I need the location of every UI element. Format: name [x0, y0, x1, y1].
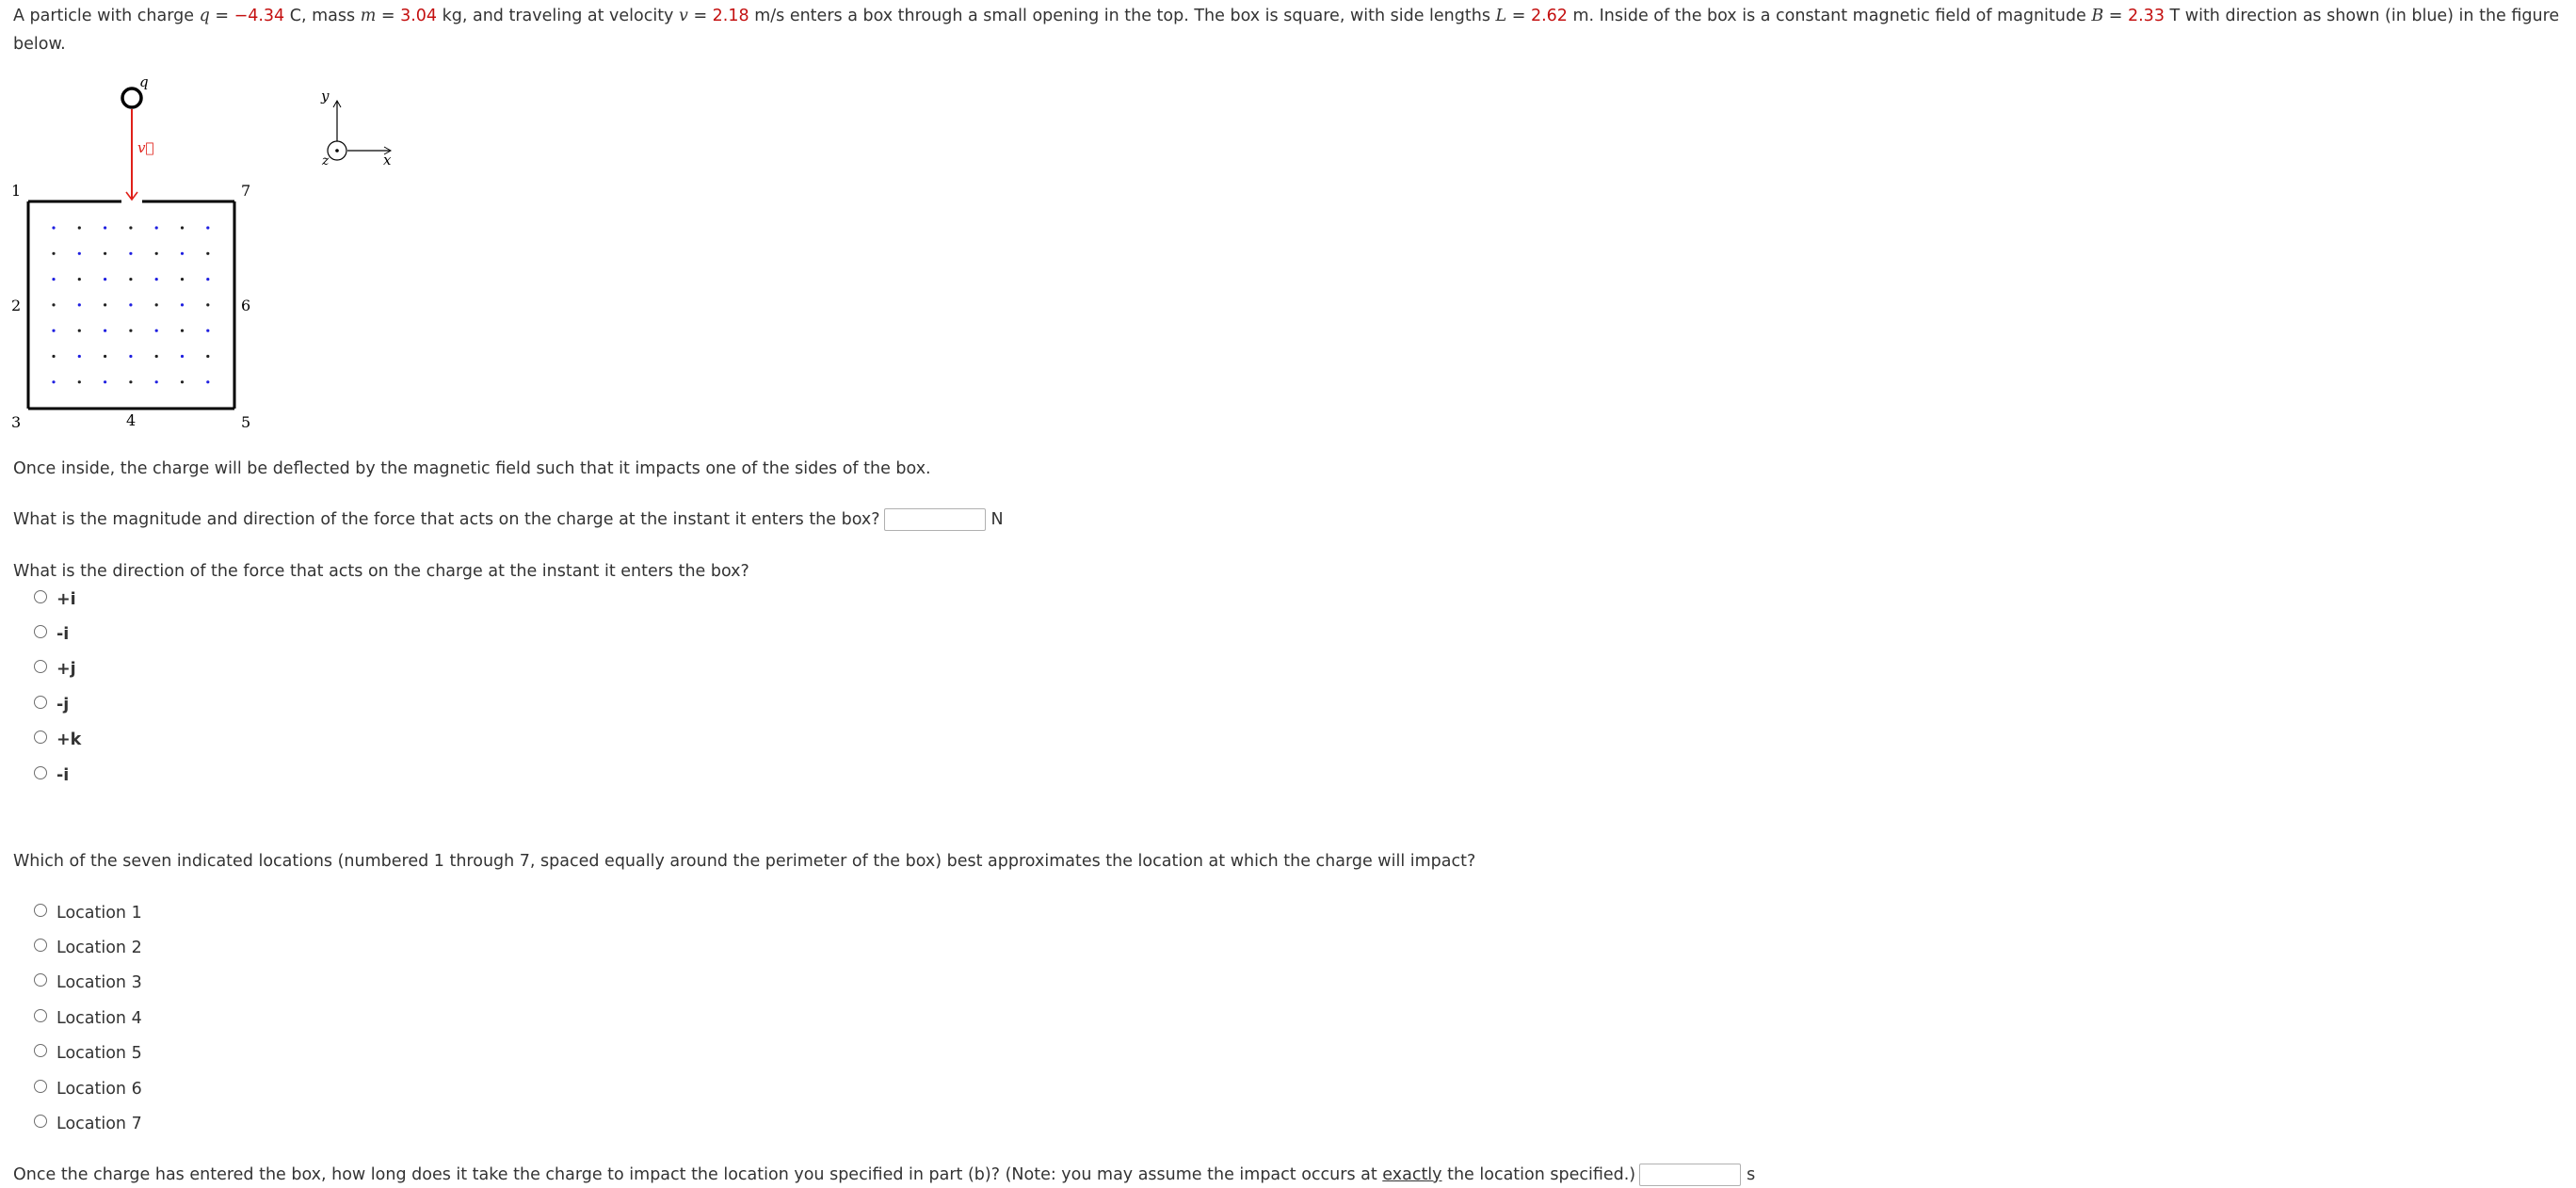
coordinate-axes	[328, 101, 391, 160]
location-label-4: 4	[126, 411, 137, 429]
field-dot	[129, 355, 132, 358]
option-label: -j	[56, 695, 70, 714]
charge-symbol: q	[199, 7, 210, 25]
location-label-1: 1	[11, 182, 22, 200]
field-dot	[52, 278, 55, 281]
direction-option-minus-j[interactable]	[34, 687, 81, 722]
intro-text-5: m. Inside of the box is a constant magnetic field of magnitude	[1567, 7, 2092, 25]
option-label: Location 6	[56, 1079, 142, 1099]
radio-button[interactable]	[34, 904, 47, 917]
question-impact-time-text-b: the location specified.)	[1441, 1165, 1636, 1184]
velocity-symbol: v	[678, 7, 688, 25]
field-dot	[181, 252, 184, 255]
field-dot	[52, 380, 55, 383]
location-option-5[interactable]	[34, 1036, 142, 1071]
deflection-statement: Once inside, the charge will be deflected by the magnetic field such that it impacts one of the sides of the box.	[13, 459, 931, 478]
field-dot	[206, 355, 209, 358]
equals: =	[1506, 7, 1531, 25]
option-label: Location 4	[56, 1008, 142, 1028]
field-symbol: B	[2091, 7, 2104, 25]
field-dot	[155, 329, 158, 332]
velocity-value: 2.18	[712, 7, 749, 25]
impact-location-options	[34, 895, 142, 1142]
radio-button[interactable]	[34, 973, 47, 987]
field-dot	[181, 329, 184, 332]
radio-button[interactable]	[34, 1044, 47, 1057]
field-dot	[129, 226, 132, 229]
field-dot	[181, 355, 184, 358]
force-unit: N	[990, 510, 1004, 529]
field-dot	[155, 303, 158, 306]
location-label-6: 6	[241, 297, 251, 314]
location-option-3[interactable]	[34, 966, 142, 1001]
option-label: -i	[56, 765, 70, 785]
location-label-3: 3	[11, 413, 22, 431]
charge-label: q	[139, 73, 149, 90]
location-label-5: 5	[241, 413, 251, 431]
field-dot	[181, 380, 184, 383]
radio-button[interactable]	[34, 660, 47, 673]
direction-option-plus-k[interactable]	[34, 723, 81, 758]
field-dot	[155, 252, 158, 255]
direction-option-minus-i[interactable]	[34, 617, 81, 651]
field-dot	[104, 355, 106, 358]
intro-text-2: C, mass	[284, 7, 361, 25]
field-dot	[129, 303, 132, 306]
field-dot	[129, 380, 132, 383]
field-dot	[206, 380, 209, 383]
charge-circle	[122, 88, 141, 107]
field-dot	[181, 303, 184, 306]
axis-z-label: z	[322, 153, 330, 169]
field-dot	[206, 329, 209, 332]
field-dot	[206, 303, 209, 306]
field-dot	[155, 355, 158, 358]
field-dot	[78, 303, 81, 306]
radio-button[interactable]	[34, 1080, 47, 1093]
option-label: +j	[56, 660, 76, 680]
radio-button[interactable]	[34, 625, 47, 638]
radio-button[interactable]	[34, 590, 47, 603]
time-unit: s	[1747, 1165, 1756, 1184]
intro-text-6: T with direction as shown (in blue) in the figure below.	[13, 7, 2560, 54]
field-dot	[52, 303, 55, 306]
field-dot	[206, 278, 209, 281]
mass-symbol: m	[360, 7, 377, 25]
field-dot	[104, 329, 106, 332]
field-dot	[104, 303, 106, 306]
option-label: +k	[56, 730, 82, 750]
location-option-2[interactable]	[34, 930, 142, 965]
question-force-direction-text: What is the direction of the force that acts on the charge at the instant it enters the box?	[13, 562, 749, 581]
equals: =	[2103, 7, 2128, 25]
direction-option-plus-i[interactable]	[34, 582, 81, 617]
question-impact-time	[13, 1164, 1755, 1186]
equals: =	[687, 7, 713, 25]
field-dot	[78, 226, 81, 229]
box-diagram	[0, 68, 452, 444]
field-dot	[78, 252, 81, 255]
option-label: Location 1	[56, 903, 142, 923]
option-label: -i	[56, 625, 70, 645]
field-dot	[206, 226, 209, 229]
question-impact-time-emphasis: exactly	[1382, 1165, 1442, 1184]
option-label: Location 3	[56, 973, 142, 993]
radio-button[interactable]	[34, 766, 47, 779]
location-label-7: 7	[241, 182, 251, 200]
velocity-arrow	[126, 109, 137, 200]
location-label-2: 2	[11, 297, 22, 314]
field-dot	[52, 329, 55, 332]
field-dot	[78, 278, 81, 281]
question-impact-location-text: Which of the seven indicated locations (numbered 1 through 7, spaced equally around the perimeter of the box) best approximates the location at which the charge will impact?	[13, 852, 1476, 871]
option-label: +i	[56, 589, 76, 609]
equals: =	[376, 7, 401, 25]
problem-figure	[0, 68, 452, 444]
field-dot	[78, 355, 81, 358]
mass-value: 3.04	[400, 7, 438, 25]
radio-button[interactable]	[34, 939, 47, 952]
option-label: Location 5	[56, 1044, 142, 1064]
field-dot	[52, 252, 55, 255]
field-dot	[129, 252, 132, 255]
field-dot	[78, 329, 81, 332]
length-symbol: L	[1495, 7, 1507, 25]
location-option-1[interactable]	[34, 895, 142, 930]
option-label: Location 2	[56, 939, 142, 958]
location-option-7[interactable]	[34, 1106, 142, 1141]
axis-y-label: y	[321, 88, 330, 104]
radio-button[interactable]	[34, 1115, 47, 1128]
question-impact-time-text-a: Once the charge has entered the box, how long does it take the charge to impact the location you specified in part (b)? (Note: you may assume the impact occurs at	[13, 1165, 1383, 1184]
problem-statement	[13, 2, 2561, 58]
field-dot	[104, 278, 106, 281]
magnetic-field-dots	[52, 226, 209, 383]
field-dot	[206, 252, 209, 255]
length-value: 2.62	[1530, 7, 1568, 25]
radio-button[interactable]	[34, 1009, 47, 1022]
force-magnitude-input[interactable]	[884, 508, 986, 531]
equals: =	[209, 7, 234, 25]
intro-text-3: kg, and traveling at velocity	[437, 7, 679, 25]
field-dot	[181, 278, 184, 281]
impact-time-input[interactable]	[1639, 1164, 1741, 1186]
radio-button[interactable]	[34, 696, 47, 709]
radio-button[interactable]	[34, 730, 47, 744]
field-dot	[181, 226, 184, 229]
charge-value: −4.34	[233, 7, 285, 25]
intro-text-4: m/s enters a box through a small opening in the top. The box is square, with side lengths	[749, 7, 1496, 25]
field-dot	[129, 278, 132, 281]
force-direction-options	[34, 582, 81, 793]
option-label: Location 7	[56, 1115, 142, 1134]
field-dot	[104, 252, 106, 255]
question-force-magnitude	[13, 508, 1004, 531]
location-option-4[interactable]	[34, 1001, 142, 1035]
field-dot	[104, 226, 106, 229]
field-dot	[52, 226, 55, 229]
field-value: 2.33	[2127, 7, 2165, 25]
axis-x-label: x	[383, 152, 392, 169]
field-dot	[78, 380, 81, 383]
field-dot	[155, 380, 158, 383]
intro-text-1: A particle with charge	[13, 7, 200, 25]
field-dot	[129, 329, 132, 332]
location-option-6[interactable]	[34, 1071, 142, 1106]
field-dot	[155, 278, 158, 281]
field-dot	[52, 355, 55, 358]
question-force-magnitude-text: What is the magnitude and direction of the force that acts on the charge at the instant it enters the box?	[13, 510, 880, 529]
field-dot	[104, 380, 106, 383]
velocity-label: v⃗	[137, 139, 154, 156]
direction-option-plus-j[interactable]	[34, 652, 81, 687]
direction-option-minus-i-2[interactable]	[34, 758, 81, 793]
field-dot	[155, 226, 158, 229]
